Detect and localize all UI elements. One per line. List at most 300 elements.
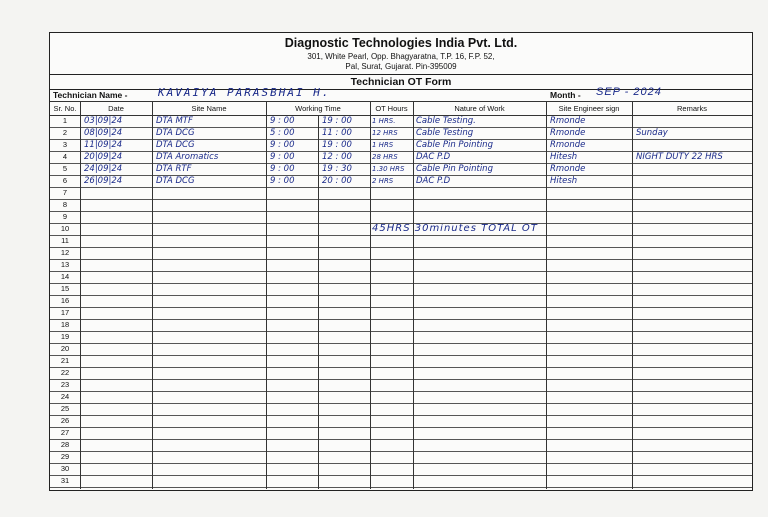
cell-sr: 23: [60, 380, 70, 389]
cell-to: [322, 379, 370, 391]
cell-date: [84, 439, 152, 451]
cell-site: [156, 379, 266, 391]
cell-to: [322, 223, 370, 235]
cell-sr: 29: [60, 452, 70, 461]
table-row: [50, 367, 752, 379]
cell-to: [322, 247, 370, 259]
cell-sr: 2: [62, 128, 68, 137]
cell-ot: [372, 211, 413, 223]
cell-to: [322, 271, 370, 283]
table-row: [50, 439, 752, 451]
cell-sign: [550, 331, 632, 343]
cell-to: [322, 391, 370, 403]
cell-to: [322, 283, 370, 295]
cell-nature: [416, 463, 546, 475]
table-row: [50, 319, 752, 331]
cell-ot: [372, 403, 413, 415]
cell-remarks: [636, 175, 752, 187]
cell-sr: 6: [62, 176, 68, 185]
cell-nature: [416, 451, 546, 463]
cell-site: [156, 451, 266, 463]
cell-sr: 4: [62, 152, 68, 161]
cell-remarks: [636, 415, 752, 427]
table-row: [50, 127, 752, 139]
row-divider: [50, 451, 752, 452]
cell-to: [322, 367, 370, 379]
cell-site: [156, 235, 266, 247]
cell-date: [84, 271, 152, 283]
cell-sign: [550, 379, 632, 391]
cell-site: [156, 331, 266, 343]
divider: [50, 101, 752, 102]
cell-date: [84, 415, 152, 427]
cell-date: [84, 367, 152, 379]
table-row: [50, 115, 752, 127]
column-divider: [80, 101, 81, 489]
cell-to: [322, 475, 370, 487]
cell-ot: [372, 367, 413, 379]
cell-sr: 13: [60, 260, 70, 269]
cell-site: [156, 295, 266, 307]
row-divider: [50, 295, 752, 296]
cell-date: 26|09|24: [84, 176, 123, 186]
cell-date: [84, 403, 152, 415]
cell-nature: [416, 211, 546, 223]
cell-from: [270, 451, 318, 463]
cell-sign: [550, 319, 632, 331]
cell-sign: Rmonde: [550, 116, 586, 126]
cell-site: [156, 475, 266, 487]
cell-sr: 10: [60, 224, 70, 233]
cell-ot: 1.30 HRS: [372, 165, 405, 173]
cell-sr: 25: [60, 404, 70, 413]
cell-from: [270, 367, 318, 379]
cell-date: [84, 463, 152, 475]
cell-to: 11 : 00: [322, 128, 352, 138]
row-divider: [50, 211, 752, 212]
cell-site: DTA RTF: [156, 164, 192, 174]
cell-nature: [416, 439, 546, 451]
total-ot-note: 45HRS 30minutes TOTAL OT: [372, 223, 538, 234]
cell-site: DTA DCG: [156, 140, 195, 150]
cell-remarks: [636, 451, 752, 463]
cell-remarks: [636, 427, 752, 439]
cell-sr: 8: [62, 200, 68, 209]
row-divider: [50, 307, 752, 308]
cell-to: 19 : 00: [322, 140, 352, 150]
row-divider: [50, 187, 752, 188]
row-divider: [50, 283, 752, 284]
cell-nature: [416, 307, 546, 319]
cell-from: [270, 391, 318, 403]
company-name: Diagnostic Technologies India Pvt. Ltd.: [284, 36, 518, 50]
cell-remarks: [636, 475, 752, 487]
column-divider: [152, 101, 153, 489]
cell-to: [322, 187, 370, 199]
table-row: [50, 403, 752, 415]
cell-ot: [372, 427, 413, 439]
row-divider: [50, 247, 752, 248]
cell-to: [322, 463, 370, 475]
cell-remarks: [636, 235, 752, 247]
cell-sr: 3: [62, 140, 68, 149]
header-date: Date: [108, 104, 124, 113]
cell-nature: [416, 379, 546, 391]
row-divider: [50, 151, 752, 152]
cell-remarks: [636, 271, 752, 283]
table-row: [50, 307, 752, 319]
row-divider: [50, 331, 752, 332]
cell-from: [270, 283, 318, 295]
row-divider: [50, 415, 752, 416]
cell-date: [84, 259, 152, 271]
row-divider: [50, 139, 752, 140]
cell-sign: [550, 427, 632, 439]
cell-remarks: [636, 199, 752, 211]
cell-ot: [372, 235, 413, 247]
cell-sign: Rmonde: [550, 128, 586, 138]
cell-site: [156, 211, 266, 223]
cell-site: DTA MTF: [156, 116, 193, 126]
cell-nature: [416, 355, 546, 367]
cell-sr: 12: [60, 248, 70, 257]
cell-remarks: [636, 355, 752, 367]
cell-from: 5 : 00: [270, 128, 295, 138]
cell-to: [322, 319, 370, 331]
cell-ot: [372, 391, 413, 403]
table-row: [50, 451, 752, 463]
cell-nature: [416, 391, 546, 403]
cell-date: 20|09|24: [84, 152, 123, 162]
cell-ot: 12 HRS: [372, 129, 398, 137]
cell-to: 19 : 00: [322, 116, 352, 126]
table-row: [50, 463, 752, 475]
cell-date: [84, 391, 152, 403]
cell-from: [270, 223, 318, 235]
cell-date: [84, 223, 152, 235]
cell-nature: [416, 247, 546, 259]
column-divider: [318, 115, 319, 489]
cell-sign: [550, 283, 632, 295]
cell-site: [156, 199, 266, 211]
cell-sign: Hitesh: [550, 176, 578, 186]
cell-from: 9 : 00: [270, 140, 295, 150]
cell-nature: [416, 331, 546, 343]
cell-to: [322, 439, 370, 451]
cell-site: DTA Aromatics: [156, 152, 219, 162]
cell-remarks: [636, 307, 752, 319]
cell-nature: Cable Pin Pointing: [416, 140, 493, 150]
cell-sign: [550, 295, 632, 307]
cell-nature: Cable Testing: [416, 128, 474, 138]
cell-sr: 26: [60, 416, 70, 425]
cell-remarks: NIGHT DUTY 22 HRS: [636, 152, 723, 162]
cell-nature: [416, 319, 546, 331]
cell-remarks: [636, 223, 752, 235]
cell-sign: [550, 271, 632, 283]
cell-date: [84, 187, 152, 199]
cell-to: [322, 235, 370, 247]
cell-date: [84, 355, 152, 367]
cell-to: [322, 331, 370, 343]
ot-form-sheet: [49, 32, 753, 491]
cell-sign: [550, 211, 632, 223]
cell-from: [270, 427, 318, 439]
cell-date: [84, 475, 152, 487]
cell-sr: 1: [62, 116, 68, 125]
cell-from: [270, 331, 318, 343]
cell-to: [322, 259, 370, 271]
table-row: [50, 427, 752, 439]
row-divider: [50, 403, 752, 404]
cell-ot: [372, 283, 413, 295]
cell-sign: [550, 367, 632, 379]
cell-site: [156, 307, 266, 319]
table-row: [50, 475, 752, 487]
cell-remarks: [636, 379, 752, 391]
header-remarks: Remarks: [676, 104, 707, 113]
cell-date: [84, 211, 152, 223]
cell-ot: [372, 451, 413, 463]
cell-to: [322, 427, 370, 439]
cell-ot: [372, 259, 413, 271]
cell-sr: 15: [60, 284, 70, 293]
cell-remarks: [636, 187, 752, 199]
cell-ot: [372, 439, 413, 451]
cell-ot: [372, 307, 413, 319]
table-row: [50, 151, 752, 163]
cell-sr: 27: [60, 428, 70, 437]
cell-date: [84, 235, 152, 247]
row-divider: [50, 367, 752, 368]
row-divider: [50, 127, 752, 128]
cell-to: [322, 211, 370, 223]
cell-site: [156, 391, 266, 403]
table-row: [50, 331, 752, 343]
cell-site: [156, 187, 266, 199]
header-site: Site Name: [191, 104, 227, 113]
cell-site: [156, 355, 266, 367]
cell-ot: [372, 187, 413, 199]
cell-date: [84, 379, 152, 391]
table-row: [50, 343, 752, 355]
cell-from: [270, 355, 318, 367]
cell-site: [156, 463, 266, 475]
cell-date: [84, 427, 152, 439]
cell-from: [270, 295, 318, 307]
cell-date: [84, 199, 152, 211]
cell-to: [322, 199, 370, 211]
address-line-1: 301, White Pearl, Opp. Bhagyaratna, T.P. 16, F.P. 52,: [307, 52, 495, 61]
row-divider: [50, 427, 752, 428]
table-row: [50, 235, 752, 247]
cell-from: [270, 259, 318, 271]
cell-from: 9 : 00: [270, 116, 295, 126]
cell-sr: 16: [60, 296, 70, 305]
cell-sr: 30: [60, 464, 70, 473]
cell-ot: [372, 247, 413, 259]
cell-remarks: [636, 139, 752, 151]
table-row: [50, 199, 752, 211]
table-row: [50, 175, 752, 187]
cell-sign: [550, 235, 632, 247]
table-row: [50, 355, 752, 367]
table-row: [50, 415, 752, 427]
cell-ot: 28 HRS: [372, 153, 398, 161]
row-divider: [50, 175, 752, 176]
cell-sr: 28: [60, 440, 70, 449]
cell-from: [270, 307, 318, 319]
cell-date: 24|09|24: [84, 164, 123, 174]
cell-ot: [372, 271, 413, 283]
cell-sign: [550, 439, 632, 451]
cell-sr: 21: [60, 356, 70, 365]
table-row: [50, 247, 752, 259]
cell-to: 12 : 00: [322, 152, 352, 162]
row-divider: [50, 271, 752, 272]
technician-label: Technician Name -: [53, 90, 128, 100]
cell-ot: [372, 415, 413, 427]
cell-sr: 22: [60, 368, 70, 377]
cell-sign: [550, 259, 632, 271]
cell-from: [270, 211, 318, 223]
cell-remarks: [636, 295, 752, 307]
form-title: Technician OT Form: [50, 74, 752, 90]
cell-sr: 11: [61, 236, 69, 245]
cell-date: 08|09|24: [84, 128, 123, 138]
header-engineer: Site Engineer sign: [558, 104, 620, 113]
cell-site: [156, 343, 266, 355]
cell-to: [322, 451, 370, 463]
cell-to: [322, 295, 370, 307]
cell-site: [156, 427, 266, 439]
cell-nature: Cable Pin Pointing: [416, 164, 493, 174]
cell-site: [156, 247, 266, 259]
cell-sign: [550, 307, 632, 319]
cell-nature: [416, 271, 546, 283]
cell-ot: [372, 319, 413, 331]
cell-nature: [416, 295, 546, 307]
cell-site: [156, 367, 266, 379]
cell-to: [322, 415, 370, 427]
row-divider: [50, 379, 752, 380]
cell-from: [270, 235, 318, 247]
column-divider: [546, 101, 547, 489]
cell-from: [270, 439, 318, 451]
cell-nature: [416, 259, 546, 271]
cell-from: [270, 403, 318, 415]
row-divider: [50, 223, 752, 224]
cell-sign: [550, 391, 632, 403]
cell-sign: [550, 355, 632, 367]
row-divider: [50, 199, 752, 200]
cell-to: 19 : 30: [322, 164, 352, 174]
cell-sign: Rmonde: [550, 140, 586, 150]
cell-remarks: [636, 439, 752, 451]
cell-date: 03|09|24: [84, 116, 123, 126]
cell-remarks: [636, 163, 752, 175]
table-row: [50, 163, 752, 175]
cell-nature: [416, 475, 546, 487]
cell-from: 9 : 00: [270, 164, 295, 174]
table-row: [50, 187, 752, 199]
cell-sign: [550, 247, 632, 259]
row-divider: [50, 487, 752, 488]
cell-ot: [372, 343, 413, 355]
column-divider: [370, 101, 371, 489]
cell-remarks: [636, 211, 752, 223]
cell-date: [84, 283, 152, 295]
cell-remarks: [636, 463, 752, 475]
cell-sign: Hitesh: [550, 152, 578, 162]
cell-ot: [372, 331, 413, 343]
cell-site: [156, 271, 266, 283]
column-divider: [266, 101, 267, 489]
row-divider: [50, 463, 752, 464]
cell-sign: [550, 451, 632, 463]
cell-sign: [550, 415, 632, 427]
row-divider: [50, 235, 752, 236]
cell-to: [322, 307, 370, 319]
cell-sr: 5: [62, 164, 68, 173]
cell-sr: 9: [62, 212, 68, 221]
cell-sr: 14: [60, 272, 70, 281]
address-line-2: Pal, Surat, Gujarat. Pin-395009: [345, 62, 457, 71]
cell-date: [84, 343, 152, 355]
cell-sr: 31: [60, 476, 70, 485]
cell-ot: [372, 463, 413, 475]
cell-nature: [416, 343, 546, 355]
cell-nature: DAC P.D: [416, 152, 451, 162]
cell-date: [84, 331, 152, 343]
cell-to: [322, 355, 370, 367]
cell-nature: Cable Testing.: [416, 116, 476, 126]
cell-sign: [550, 223, 632, 235]
cell-sign: [550, 463, 632, 475]
cell-from: [270, 247, 318, 259]
cell-remarks: [636, 319, 752, 331]
cell-sr: 20: [60, 344, 70, 353]
cell-from: [270, 187, 318, 199]
row-divider: [50, 355, 752, 356]
cell-to: [322, 343, 370, 355]
cell-remarks: [636, 391, 752, 403]
cell-nature: [416, 283, 546, 295]
cell-sign: [550, 475, 632, 487]
header-ot-hours: OT Hours: [375, 104, 408, 113]
cell-site: [156, 415, 266, 427]
cell-to: 20 : 00: [322, 176, 352, 186]
cell-from: [270, 463, 318, 475]
table-row: [50, 283, 752, 295]
cell-date: [84, 451, 152, 463]
column-divider: [413, 101, 414, 489]
cell-to: [322, 403, 370, 415]
cell-site: [156, 223, 266, 235]
cell-ot: [372, 199, 413, 211]
cell-nature: DAC P.D: [416, 176, 451, 186]
cell-ot: 1 HRS.: [372, 117, 396, 125]
row-divider: [50, 319, 752, 320]
cell-ot: [372, 355, 413, 367]
row-divider: [50, 259, 752, 260]
cell-ot: [372, 379, 413, 391]
cell-ot: 2 HRS: [372, 177, 394, 185]
column-divider: [632, 101, 633, 489]
cell-date: [84, 319, 152, 331]
cell-from: [270, 379, 318, 391]
cell-remarks: [636, 115, 752, 127]
